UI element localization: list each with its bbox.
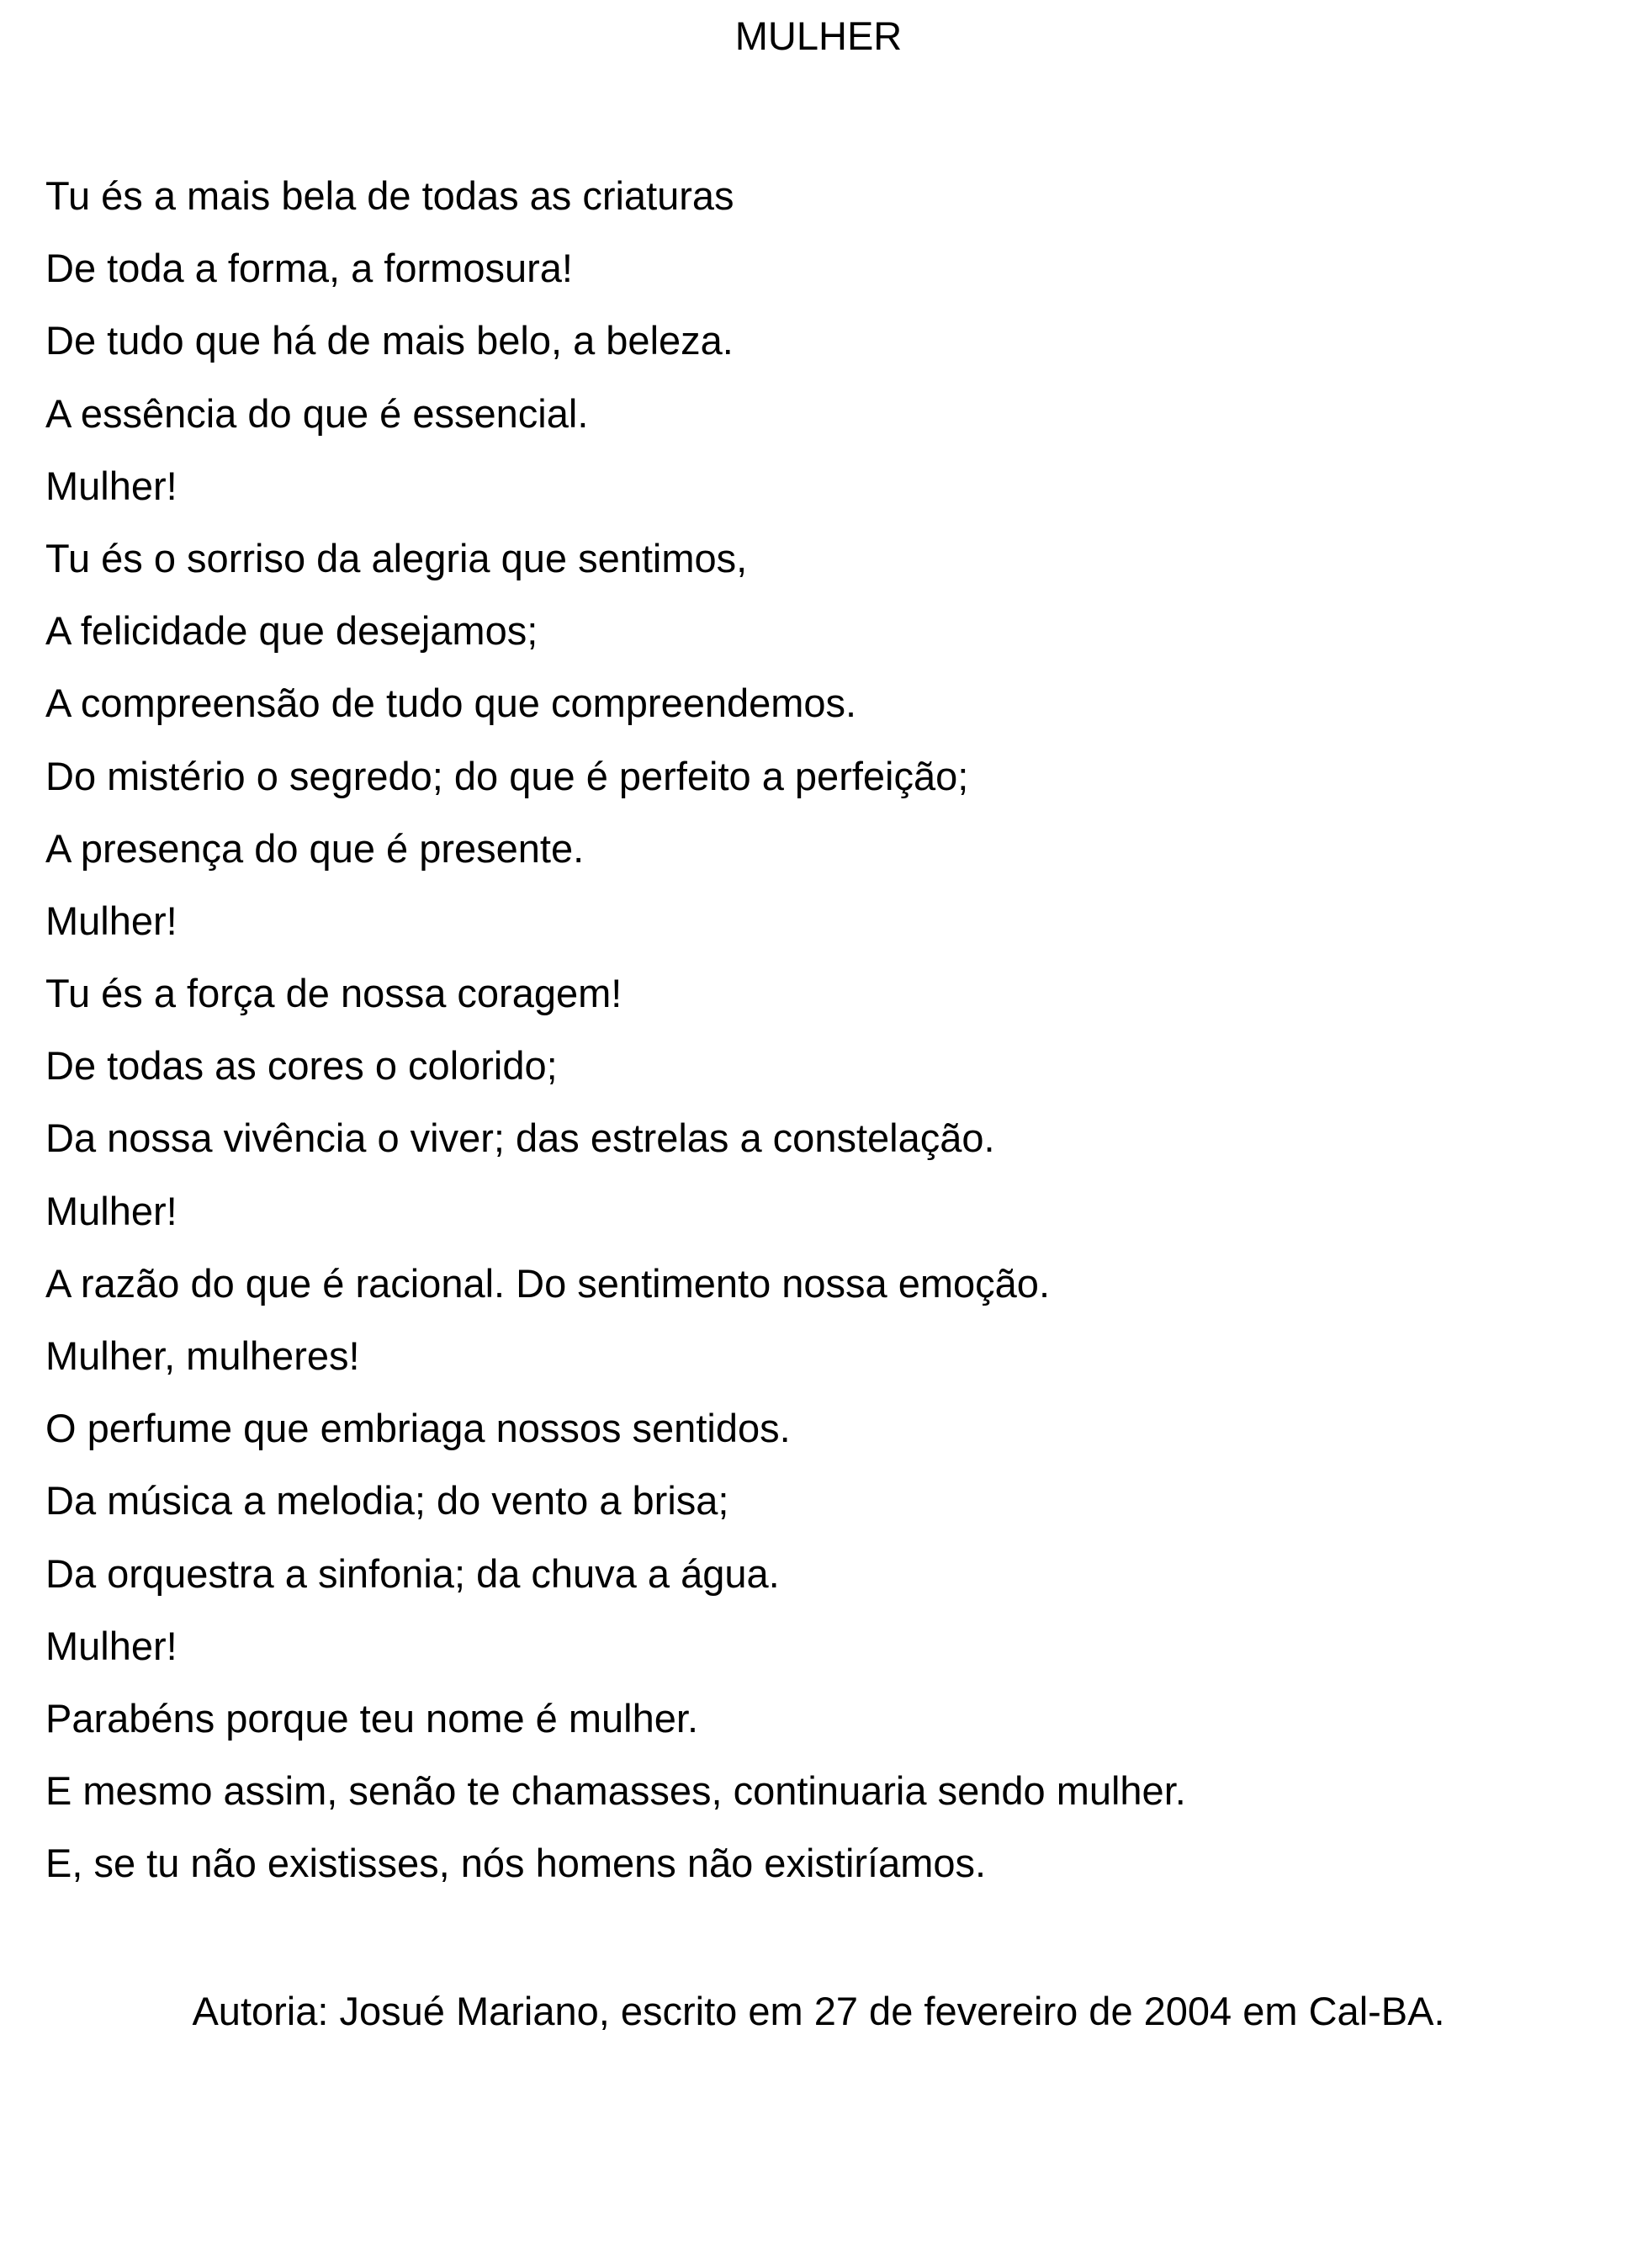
poem-verse: Do mistério o segredo; do que é perfeito a perfeição;: [45, 753, 969, 798]
poem-verse: A essência do que é essencial.: [45, 390, 589, 436]
poem-body: [45, 168, 1186, 1909]
author-credit: Autoria: Josué Mariano, escrito em 27 de fevereiro de 2004 em Cal-BA.: [192, 1989, 1445, 2033]
poem-verse: Tu és o sorriso da alegria que sentimos,: [45, 535, 748, 580]
poem-verse: Mulher!: [45, 1188, 177, 1233]
poem-verse: E, se tu não existisses, nós homens não existiríamos.: [45, 1841, 987, 1886]
poem-verse: Da nossa vivência o viver; das estrelas a constelação.: [45, 1115, 995, 1161]
poem-verse: Da orquestra a sinfonia; da chuva a água.: [45, 1550, 780, 1596]
poem-verse: Mulher!: [45, 463, 177, 508]
poem-verse: De tudo que há de mais belo, a beleza.: [45, 318, 734, 363]
poem-verse: De todas as cores o colorido;: [45, 1043, 558, 1089]
poem-verse: Mulher!: [45, 898, 177, 943]
poem-verse: A felicidade que desejamos;: [45, 608, 538, 654]
poem-verse: Parabéns porque teu nome é mulher.: [45, 1695, 699, 1741]
poem-title: MULHER: [734, 13, 903, 58]
poem-verse: Tu és a mais bela de todas as criaturas: [45, 173, 734, 218]
poem-verse: De toda a forma, a formosura!: [45, 246, 573, 291]
poem-verse: A compreensão de tudo que compreendemos.: [45, 681, 857, 726]
poem-verse: Mulher, mulheres!: [45, 1333, 360, 1378]
poem-verse: Tu és a força de nossa coragem!: [45, 971, 622, 1016]
poem-verse: A presença do que é presente.: [45, 825, 585, 871]
poem-verse: E mesmo assim, senão te chamasses, continuaria sendo mulher.: [45, 1768, 1186, 1814]
poem-verse: A razão do que é racional. Do sentimento nossa emoção.: [45, 1260, 1051, 1306]
poem-verse: Mulher!: [45, 1623, 177, 1668]
poem-verse: Da música a melodia; do vento a brisa;: [45, 1478, 729, 1523]
poem-verse: O perfume que embriaga nossos sentidos.: [45, 1406, 791, 1451]
